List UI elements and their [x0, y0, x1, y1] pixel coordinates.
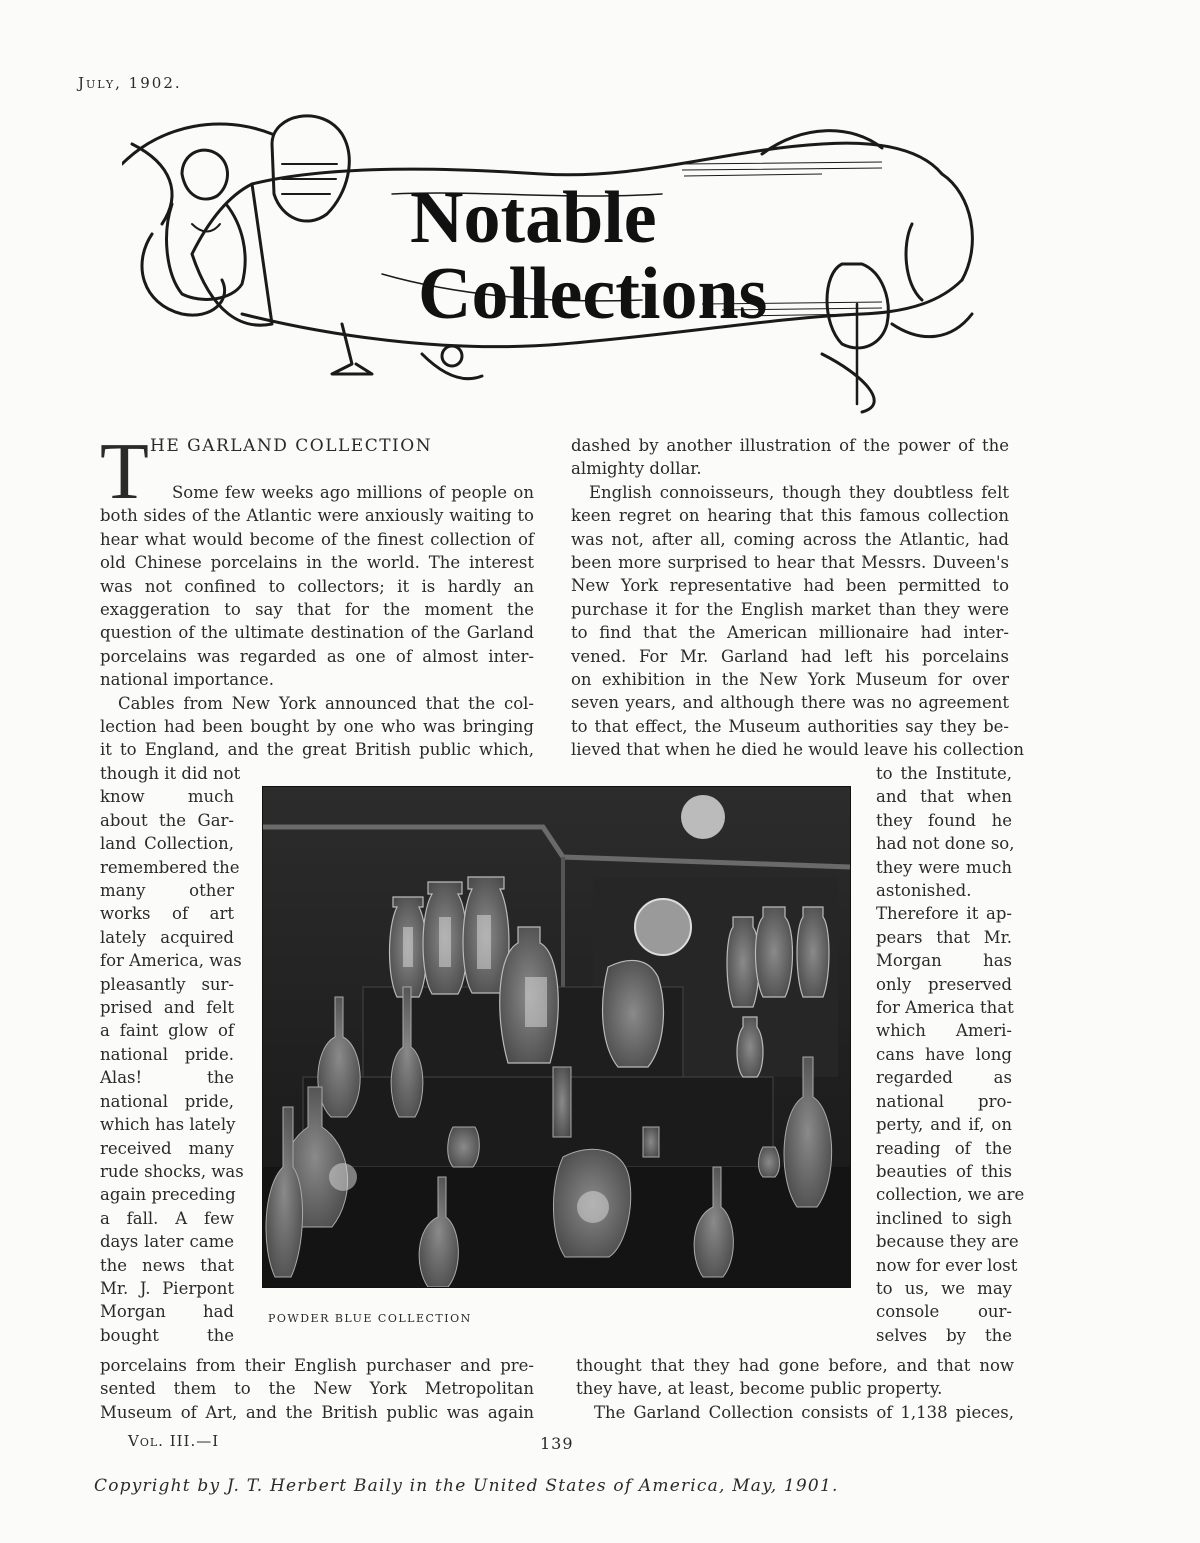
col2-top-text	[571, 434, 1025, 762]
text-line: lection had been bought by one who was bringing	[100, 717, 534, 737]
title-line-collections: Collections	[418, 253, 768, 335]
text-line: to the Institute,	[876, 764, 1012, 783]
drop-cap: T	[100, 428, 149, 516]
text-line: collection, we are	[876, 1185, 1025, 1205]
text-line: porcelains from their English purchaser and pre-	[100, 1356, 534, 1375]
text-line: received many	[100, 1138, 234, 1158]
text-line: was not, after all, coming across the Atlantic, had	[571, 529, 1009, 549]
text-line: exaggeration to say that for the moment the	[100, 600, 534, 620]
text-line: keen regret on hearing that this famous collection	[571, 506, 1009, 526]
text-line: they were much	[876, 857, 1012, 877]
text-line: dashed by another illustration of the power of the	[571, 436, 1009, 455]
text-line: a fall. A few	[100, 1208, 234, 1228]
text-line: bought the	[100, 1325, 234, 1345]
text-line: regarded as	[876, 1068, 1012, 1088]
text-line: old Chinese porcelains in the world. The interest	[100, 553, 534, 573]
text-line: almighty dollar.	[571, 459, 702, 479]
text-line: many other	[100, 881, 234, 901]
text-line: seven years, and although there was no agreement	[571, 693, 1009, 713]
text-line: know much	[100, 787, 234, 807]
text-line: pleasantly sur-	[100, 974, 234, 994]
text-line: remembered the	[100, 857, 240, 877]
text-line: the news that	[100, 1255, 234, 1275]
text-line: for America that	[876, 998, 1014, 1018]
text-line: pears that Mr.	[876, 927, 1012, 947]
text-line: purchase it for the English market than they were	[571, 599, 1009, 619]
text-line: only preserved	[876, 974, 1012, 994]
text-line: which has lately	[100, 1115, 236, 1135]
text-line: Museum of Art, and the British public was again	[100, 1402, 534, 1422]
text-line: both sides of the Atlantic were anxiously waiting to	[100, 506, 534, 526]
text-line: and that when	[876, 787, 1012, 807]
text-line: because they are	[876, 1232, 1019, 1252]
text-line: national importance.	[100, 670, 274, 690]
text-line: Alas! the	[100, 1068, 234, 1088]
text-line: lieved that when he died he would leave his collection	[571, 740, 1025, 760]
text-line: Cables from New York announced that the col-	[118, 693, 534, 713]
page-number: 139	[540, 1434, 574, 1453]
text-line: cans have long	[876, 1044, 1012, 1064]
text-line: English connoisseurs, though they doubtless felt	[589, 482, 1009, 502]
dateline: July, 1902.	[78, 74, 182, 92]
text-line: to us, we may	[876, 1278, 1012, 1298]
text-line: again preceding	[100, 1185, 236, 1205]
text-line: console our-	[876, 1302, 1012, 1322]
text-line: Morgan has	[876, 951, 1012, 971]
volume-label: Vol. III.—I	[128, 1432, 220, 1450]
text-line: sented them to the New York Metropolitan	[100, 1379, 534, 1399]
figure-caption: POWDER BLUE COLLECTION	[268, 1312, 472, 1325]
text-line: vened. For Mr. Garland had left his porcelains	[571, 646, 1009, 666]
text-line: The Garland Collection consists of 1,138 pieces,	[594, 1402, 1014, 1422]
text-line: to find that the American millionaire had inter-	[571, 623, 1009, 643]
text-line: about the Gar-	[100, 810, 234, 830]
col1-narrow-text	[100, 762, 244, 1347]
text-line: it to England, and the great British public which,	[100, 740, 534, 760]
text-line: selves by the	[876, 1325, 1012, 1345]
text-line: was not confined to collectors; it is hardly an	[100, 576, 534, 596]
col1-top-text	[100, 481, 534, 762]
text-line: national pro-	[876, 1091, 1012, 1111]
text-line: a faint glow of	[100, 1021, 234, 1041]
text-line: on exhibition in the New York Museum for over	[571, 670, 1009, 690]
text-line: been more surprised to hear that Messrs. Duveen's	[571, 553, 1009, 573]
col2-narrow-text	[876, 762, 1025, 1347]
text-line: rude shocks, was	[100, 1161, 244, 1181]
text-line: they have, at least, become public property.	[576, 1379, 943, 1399]
text-line: beauties of this	[876, 1161, 1012, 1181]
text-line: though it did not	[100, 764, 241, 783]
text-line: they found he	[876, 810, 1012, 830]
text-line: reading of the	[876, 1138, 1012, 1158]
text-line: which Ameri-	[876, 1021, 1012, 1041]
text-line: porcelains was regarded as one of almost inter-	[100, 646, 534, 666]
text-line: astonished.	[876, 881, 972, 901]
title-banner	[122, 104, 982, 416]
text-line: Therefore it ap-	[876, 904, 1012, 924]
text-line: Morgan had	[100, 1302, 234, 1322]
text-line: question of the ultimate destination of the Garland	[100, 623, 534, 643]
text-line: thought that they had gone before, and that now	[576, 1356, 1014, 1375]
text-line: inclined to sigh	[876, 1208, 1012, 1228]
col2-bottom-text	[576, 1354, 1014, 1424]
text-line: national pride.	[100, 1044, 234, 1064]
title-line-notable: Notable	[410, 177, 657, 259]
text-line: had not done so,	[876, 834, 1015, 854]
text-line: Some few weeks ago millions of people on	[172, 483, 534, 502]
text-line: to that effect, the Museum authorities say they be-	[571, 716, 1009, 736]
col1-bottom-text	[100, 1354, 534, 1424]
text-line: lately acquired	[100, 927, 234, 947]
porcelain-photograph	[262, 786, 851, 1288]
text-line: hear what would become of the finest collection of	[100, 529, 534, 549]
text-line: for America, was	[100, 951, 242, 971]
text-line: New York representative had been permitted to	[571, 576, 1009, 596]
text-line: prised and felt	[100, 998, 234, 1018]
article-heading: HE GARLAND COLLECTION	[150, 436, 433, 456]
text-line: Mr. J. Pierpont	[100, 1278, 234, 1298]
text-line: works of art	[100, 904, 234, 924]
text-line: now for ever lost	[876, 1255, 1018, 1275]
text-line: land Collection,	[100, 834, 234, 854]
copyright-notice: Copyright by J. T. Herbert Baily in the United States of America, May, 1901.	[94, 1476, 839, 1496]
text-line: national pride,	[100, 1091, 234, 1111]
text-line: days later came	[100, 1232, 234, 1252]
text-line: perty, and if, on	[876, 1115, 1012, 1135]
